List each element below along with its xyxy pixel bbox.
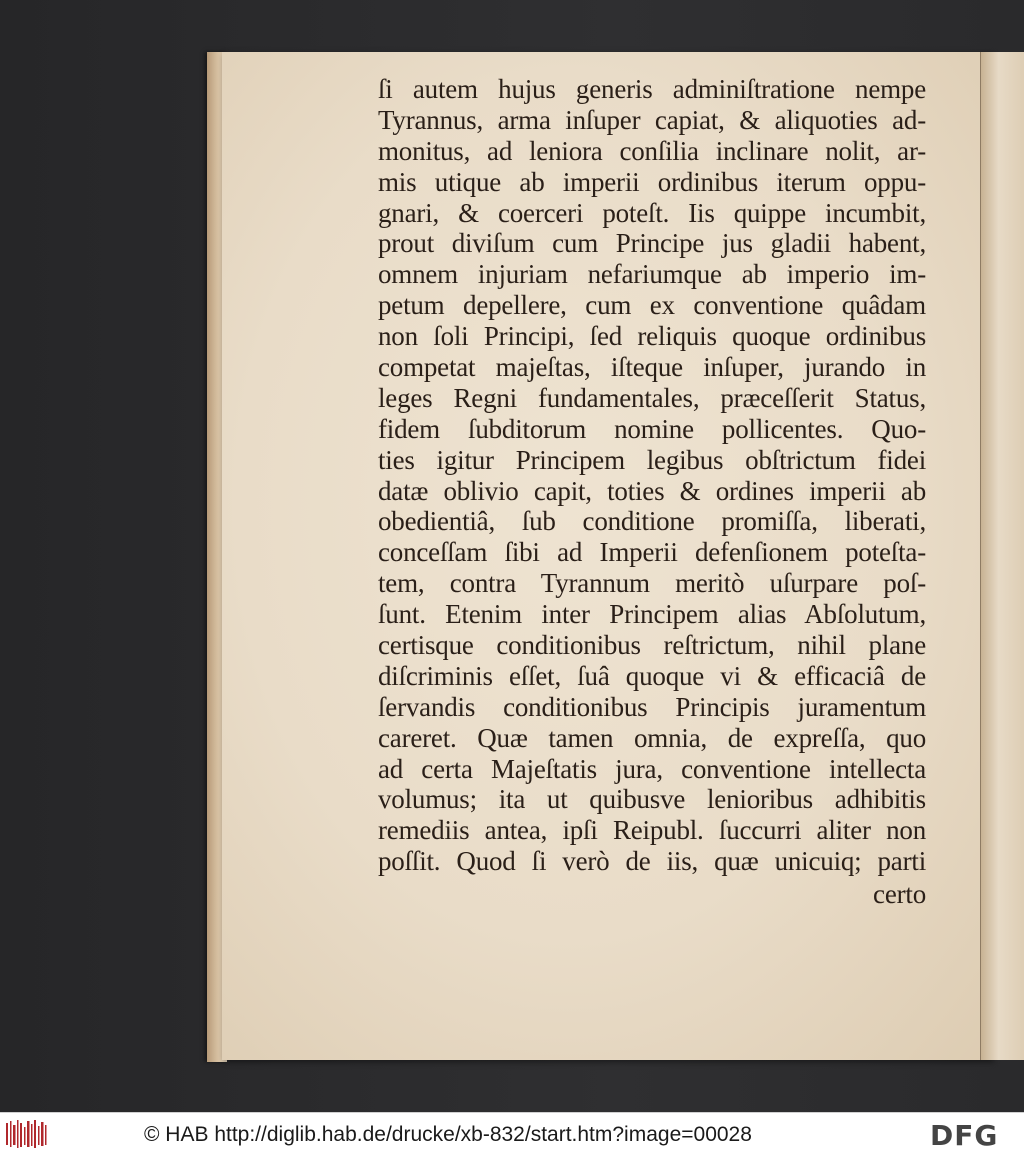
catchword: certo (873, 879, 926, 910)
text-line: fidem ſubditorum nomine pollicentes. Quo- (378, 413, 926, 444)
text-line: omnem injuriam nefariumque ab imperio im- (378, 259, 926, 290)
text-line: ſervandis conditionibus Principis juramentum (378, 691, 926, 722)
text-line: prout diviſum cum Principe jus gladii habent, (378, 228, 926, 259)
text-line: poſſit. Quod ſi verò de iis, quæ unicuiq; parti (378, 846, 926, 877)
text-line: remediis antea, ipſi Reipubl. ſuccurri aliter non (378, 815, 926, 846)
text-line: mis utique ab imperii ordinibus iterum oppu- (378, 166, 926, 197)
text-line: ſunt. Etenim inter Principem alias Abſolutum, (378, 599, 926, 630)
text-line: petum depellere, cum ex conventione quâdam (378, 290, 926, 321)
text-line: ad certa Majeſtatis jura, conventione intellecta (378, 753, 926, 784)
footer-bar (0, 1112, 1024, 1155)
text-line: monitus, ad leniora conſilia inclinare nolit, ar- (378, 135, 926, 166)
text-line: datæ oblivio capit, toties & ordines imperii ab (378, 475, 926, 506)
text-line: obedientiâ, ſub conditione promiſſa, liberati, (378, 506, 926, 537)
text-line: certisque conditionibus reſtrictum, nihil plane (378, 630, 926, 661)
next-page-edge (980, 52, 1024, 1060)
hab-barcode-logo-icon (6, 1119, 48, 1149)
page-text (378, 74, 926, 909)
copyright-url-text: © HAB http://diglib.hab.de/drucke/xb-832/start.htm?image=00028 (144, 1123, 752, 1146)
dfg-logo: DFG (930, 1119, 999, 1152)
text-line: conceſſam ſibi ad Imperii defenſionem poteſta- (378, 537, 926, 568)
text-line: non ſoli Principi, ſed reliquis quoque ordinibus (378, 321, 926, 352)
text-line: careret. Quæ tamen omnia, de expreſſa, quo (378, 722, 926, 753)
text-line: diſcriminis eſſet, ſuâ quoque vi & efficaciâ de (378, 660, 926, 691)
text-line: tem, contra Tyrannum meritò uſurpare poſ- (378, 568, 926, 599)
text-line: volumus; ita ut quibusve lenioribus adhibitis (378, 784, 926, 815)
text-line: leges Regni fundamentales, præceſſerit Status, (378, 382, 926, 413)
text-line: competat majeſtas, iſteque inſuper, jurando in (378, 352, 926, 383)
text-line: gnari, & coerceri poteſt. Iis quippe incumbit, (378, 197, 926, 228)
text-line: Tyrannus, arma inſuper capiat, & aliquoties ad- (378, 104, 926, 135)
text-line: ties igitur Principem legibus obſtrictum fidei (378, 444, 926, 475)
text-line: ſi autem hujus generis adminiſtratione nempe (378, 74, 926, 104)
